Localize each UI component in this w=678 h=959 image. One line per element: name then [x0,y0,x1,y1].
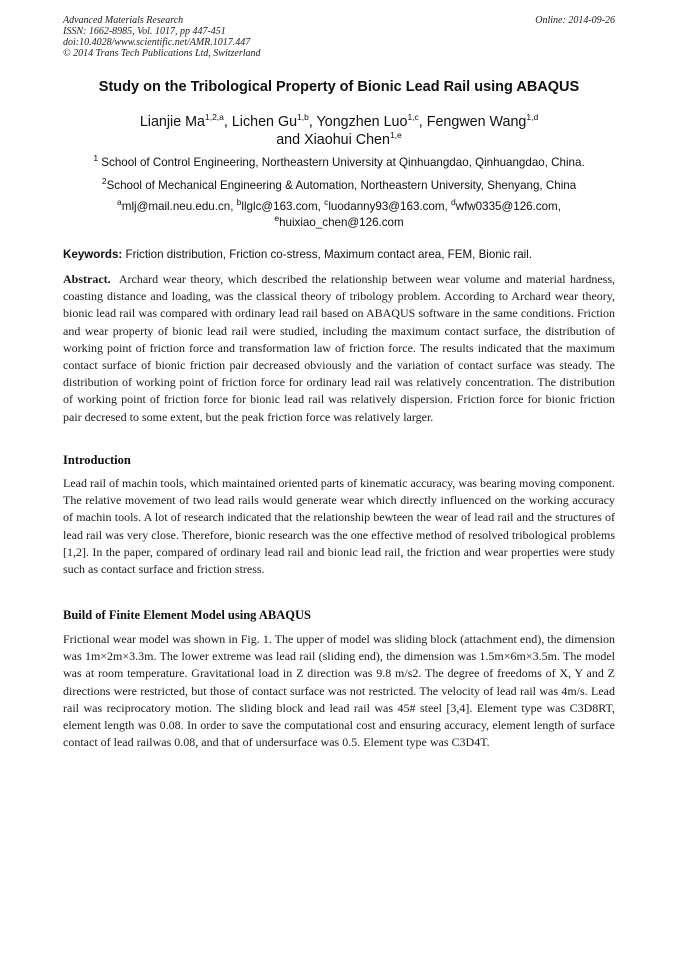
author-sup: 1,e [389,130,402,141]
journal-name: Advanced Materials Research [63,15,184,26]
abstract-label: Abstract. [63,272,111,286]
email: huixiao_chen@126.com [279,216,404,229]
introduction-paragraph: Lead rail of machin tools, which maintained oriented parts of kinematic accuracy, was bearing moving component. The relative movement of two lead rails would generate wear which directly influenced on the working accuracy of machin tools. A lot of research indicated that the relationship bewteen the wear of lead rail and the structures of lead rail was very close. Therefore, bionic research was the one effective method of resolved tribological problems [1,2]. In the paper, compared of ordinary lead rail and bionic lead rail, the friction and wear properties were study such as contact surface and friction stress. [63,476,615,577]
email-list [40,199,638,231]
journal-issn: ISSN: 1662-8985, Vol. 1017, pp 447-451 [63,26,226,37]
keywords [63,248,615,261]
email-sup: c [324,197,329,208]
email: mlj@mail.neu.edu.cn, [121,200,234,213]
keywords-text: Friction distribution, Friction co-stress, Maximum contact area, FEM, Bionic rail. [125,248,533,261]
section-heading-build: Build of Finite Element Model using ABAQUS [63,608,311,622]
online-date: Online: 2014-09-26 [535,15,615,26]
author-sup: 1,b [297,112,309,123]
email: wfw0335@126.com, [455,200,561,213]
journal-header [63,15,615,59]
email-sup: b [236,197,242,208]
paper-title: Study on the Tribological Property of Bionic Lead Rail using ABAQUS [98,79,580,95]
journal-copyright: © 2014 Trans Tech Publications Ltd, Switzerland [63,48,261,59]
author-name: Fengwen Wang [426,114,527,130]
keywords-label: Keywords: [63,248,123,261]
author-and: and [276,132,301,148]
section-heading-introduction: Introduction [63,453,131,467]
abstract-text: Archard wear theory, which described the relationship between wear volume and material hardness, coasting distance and loading, was the classical theory of tribology problem. According to Archard wear theory, bionic lead rail was compared with ordinary lead rail based on ABAQUS software in the same conditions. Friction and wear property of bionic lead rail were studied, including the maximum contact surface, the distribution of working point of friction force and transformation law of friction force. The results indicated that the maximum contact surface of bionic friction pair decreased obviously and the variation of contact surface was steady. The distribution of working point of friction force for ordinary lead rail was relatively concentration. The distribution of working point of friction force for bionic lead rail was relatively dispersion. Friction force for bionic friction pair decresed to some extent, but the peak friction force was relatively larger. [63,272,615,424]
affiliation-sup: 1 [93,153,99,164]
author-sup: 1,c [407,112,419,123]
email-sup: e [274,213,280,224]
author-name: Yongzhen Luo [316,114,408,130]
affiliation-1 [40,153,638,169]
author-list: Lianjie Ma$^{1,2,a}$, Lichen Gu$^{1,b}$, Yongzhen Luo$^{1,c}$, Fengwen Wang$^{1,d}$ and Xiaohui Chen$^{1,e}$ [139,112,539,148]
author-name: Lichen Gu [231,114,298,130]
author-name: Lianjie Ma [139,114,205,130]
abstract [63,271,615,426]
email-sup: d [450,197,456,208]
email: llglc@163.com, [241,200,321,213]
author-sup: 1,d [526,112,539,123]
affiliation-text: School of Mechanical Engineering & Automation, Northeastern University, Shenyang, China [106,179,577,192]
email-sup: a [117,197,122,208]
email: luodanny93@163.com, [328,200,448,213]
affiliation-2 [40,176,638,192]
affiliation-text: School of Control Engineering, Northeastern University at Qinhuangdao, Qinhuangdao, China. [101,156,585,169]
affiliation-sup: 2 [101,176,107,187]
author-name: Xiaohui Chen [304,132,390,148]
build-paragraph: Frictional wear model was shown in Fig. 1. The upper of model was sliding block (attachment end), the dimension was 1m×2m×3.3m. The lower extreme was lead rail (sliding end), the dimension was 1.5m×6m×3.5m. The model was at room temperature. Gravitational load in Z direction was 9.8 m/s2. The degree of freedoms of X, Y and Z directions were restricted, but those of contact surface was not restricted. The velocity of lead rail was 4m/s. Lead rail was reciprocatory motion. The sliding block and lead rail was 45# steel [3,4]. Element type was C3D8RT, element length was 0.08. In order to save the computational cost and ensuring accuracy, element length of surface contact of lead railwas 0.08, and that of undersurface was 0.5. Element type was C3D4T. [63,632,615,750]
author-sup: 1,2,a [204,112,224,123]
journal-doi: doi:10.4028/www.scientific.net/AMR.1017.447 [63,37,251,48]
